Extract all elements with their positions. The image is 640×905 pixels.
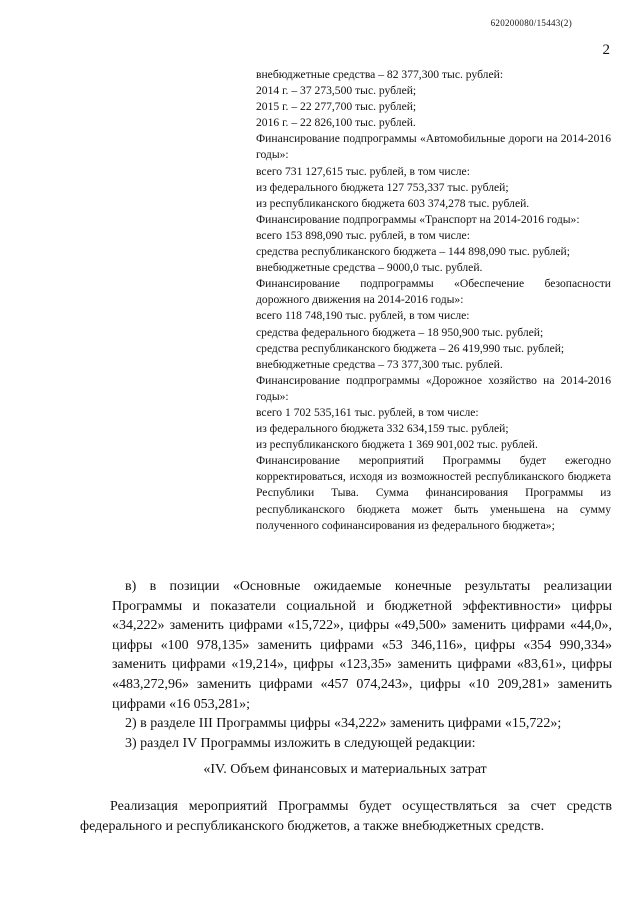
inset-line: 2015 г. – 22 277,700 тыс. рублей; [256, 100, 417, 114]
inset-line: средства федерального бюджета – 18 950,900 тыс. рублей; [256, 325, 544, 339]
inset-line: 2014 г. – 37 273,500 тыс. рублей; [256, 84, 417, 98]
financing-inset [256, 67, 611, 534]
inset-line: средства республиканского бюджета – 144 898,090 тыс. рублей; [256, 245, 570, 259]
item-2: 2) в разделе III Программы цифры «34,222» заменить цифрами «15,722»; [125, 716, 562, 732]
section-title: «IV. Объем финансовых и материальных затрат [203, 762, 487, 777]
inset-line: Финансирование подпрограммы «Дорожное хозяйство на 2014-2016 годы»: [256, 373, 611, 403]
inset-line: из республиканского бюджета 1 369 901,002 тыс. рублей. [256, 438, 538, 452]
page-number: 2 [602, 42, 610, 58]
inset-line: внебюджетные средства – 73 377,300 тыс. рублей. [256, 357, 503, 371]
inset-line: Финансирование мероприятий Программы будет ежегодно корректироваться, исходя из возможностей республиканского бюджета Республики Тыва. Сумма финансирования Программы из республиканского бюджета может быть уменьшена на сумму полученного софинансирования из федерального бюджета»; [256, 454, 611, 532]
inset-line: из республиканского бюджета 603 374,278 тыс. рублей. [256, 196, 530, 210]
paragraph-v: в) в позиции «Основные ожидаемые конечные результаты реализации Программы и показатели социальной и бюджетной эффективности» цифры «34,222» заменить цифрами «15,722», цифры «49,500» заменить цифрами «44,0», цифры «100 978,135» заменить цифрами «53 346,116», цифры «354 990,334» заменить цифрами «19,214», цифры «123,35» заменить цифрами «83,61», цифры «483,272,96» заменить цифрами «457 074,243», цифры «10 209,281» заменить цифрами «16 053,281»; [112, 579, 612, 712]
inset-line: всего 1 702 535,161 тыс. рублей, в том числе: [256, 405, 479, 419]
inset-line: из федерального бюджета 332 634,159 тыс. рублей; [256, 422, 509, 436]
final-block [80, 797, 612, 836]
inset-line: 2016 г. – 22 826,100 тыс. рублей. [256, 116, 416, 130]
inset-line: Финансирование подпрограммы «Транспорт на 2014-2016 годы»: [256, 212, 580, 226]
document-code: 620200080/15443(2) [490, 18, 572, 28]
inset-line: всего 118 748,190 тыс. рублей, в том числе: [256, 309, 470, 323]
inset-line: Финансирование подпрограммы «Автомобильные дороги на 2014-2016 годы»: [256, 132, 611, 162]
inset-line: всего 731 127,615 тыс. рублей, в том числе: [256, 164, 470, 178]
inset-line: из федерального бюджета 127 753,337 тыс. рублей; [256, 180, 509, 194]
amendments-block [112, 577, 612, 753]
inset-line: внебюджетные средства – 82 377,300 тыс. рублей: [256, 68, 504, 81]
inset-line: внебюджетные средства – 9000,0 тыс. рублей. [256, 261, 483, 275]
inset-line: всего 153 898,090 тыс. рублей, в том числе: [256, 228, 470, 242]
final-paragraph: Реализация мероприятий Программы будет осуществляться за счет средств федерального и республиканского бюджетов, а также внебюджетных средств. [80, 799, 612, 834]
inset-line: Финансирование подпрограммы «Обеспечение безопасности дорожного движения на 2014-2016 годы»: [256, 277, 611, 307]
inset-line: средства республиканского бюджета – 26 419,990 тыс. рублей; [256, 341, 565, 355]
item-3: 3) раздел IV Программы изложить в следующей редакции: [125, 735, 476, 751]
